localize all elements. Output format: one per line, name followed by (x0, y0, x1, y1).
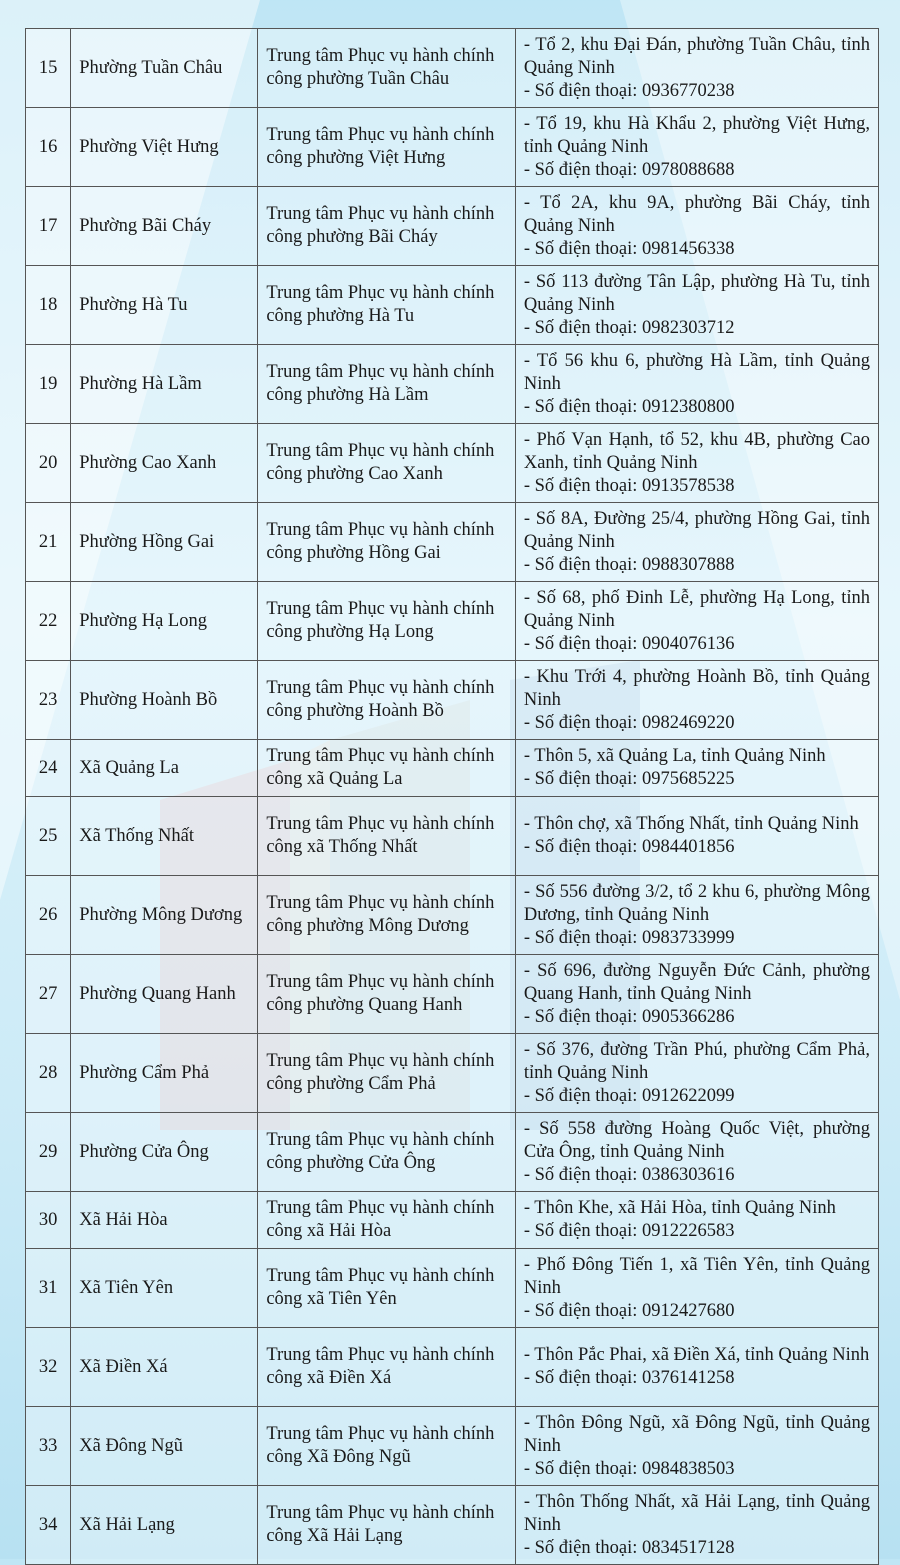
phone-text: - Số điện thoại: 0905366286 (523, 1006, 735, 1027)
row-number: 23 (26, 661, 71, 740)
row-number: 17 (26, 187, 71, 266)
service-center-name: Trung tâm Phục vụ hành chính công phường Mông Dương (258, 876, 516, 955)
service-center-name: Trung tâm Phục vụ hành chính công phường Hồng Gai (258, 503, 516, 582)
table-row (26, 108, 879, 187)
table-row (26, 876, 879, 955)
admin-unit-name: Phường Cửa Ông (71, 1113, 258, 1192)
admin-unit-name: Xã Thống Nhất (71, 797, 258, 876)
table-row (26, 1113, 879, 1192)
phone-text: - Số điện thoại: 0386303616 (523, 1164, 735, 1185)
admin-unit-name: Xã Hải Lạng (71, 1486, 258, 1565)
table-row (26, 503, 879, 582)
service-center-name: Trung tâm Phục vụ hành chính công phường Cẩm Phả (258, 1034, 516, 1113)
address-cell (515, 1328, 878, 1407)
phone-text: - Số điện thoại: 0984401856 (523, 837, 735, 857)
service-center-name: Trung tâm Phục vụ hành chính công xã Thống Nhất (258, 797, 516, 876)
address-cell (515, 1407, 878, 1486)
table-row (26, 1407, 879, 1486)
address-text: - Thôn Thống Nhất, xã Hải Lạng, tỉnh Quảng Ninh (523, 1491, 870, 1535)
service-center-name: Trung tâm Phục vụ hành chính công phường Hà Lầm (258, 345, 516, 424)
admin-unit-name: Xã Điền Xá (71, 1328, 258, 1407)
service-center-name: Trung tâm Phục vụ hành chính công phường Bãi Cháy (258, 187, 516, 266)
row-number: 29 (26, 1113, 71, 1192)
phone-text: - Số điện thoại: 0936770238 (523, 80, 735, 101)
admin-unit-name: Phường Hà Tu (71, 266, 258, 345)
table-row (26, 1486, 879, 1565)
phone-text: - Số điện thoại: 0975685225 (523, 769, 735, 789)
service-center-table (25, 28, 879, 1565)
address-text: - Số 113 đường Tân Lập, phường Hà Tu, tỉnh Quảng Ninh (523, 271, 870, 315)
phone-text: - Số điện thoại: 0912622099 (523, 1085, 735, 1106)
service-center-name: Trung tâm Phục vụ hành chính công phường Hoành Bồ (258, 661, 516, 740)
row-number: 16 (26, 108, 71, 187)
address-cell (515, 503, 878, 582)
table-row (26, 1034, 879, 1113)
phone-text: - Số điện thoại: 0982469220 (523, 712, 735, 733)
table-row (26, 345, 879, 424)
phone-text: - Số điện thoại: 0376141258 (523, 1368, 735, 1388)
row-number: 28 (26, 1034, 71, 1113)
address-cell (515, 582, 878, 661)
address-cell (515, 661, 878, 740)
service-center-name: Trung tâm Phục vụ hành chính công Xã Hải Lạng (258, 1486, 516, 1565)
phone-text: - Số điện thoại: 0984838503 (523, 1458, 735, 1479)
address-cell (515, 740, 878, 797)
phone-text: - Số điện thoại: 0912427680 (523, 1300, 735, 1321)
service-center-name: Trung tâm Phục vụ hành chính công xã Hải Hòa (258, 1192, 516, 1249)
row-number: 33 (26, 1407, 71, 1486)
address-text: - Thôn 5, xã Quảng La, tỉnh Quảng Ninh (523, 746, 826, 766)
address-cell (515, 108, 878, 187)
address-text: - Số 376, đường Trần Phú, phường Cẩm Phả, tỉnh Quảng Ninh (523, 1039, 870, 1083)
admin-unit-name: Phường Tuần Châu (71, 29, 258, 108)
admin-unit-name: Xã Quảng La (71, 740, 258, 797)
table-row (26, 29, 879, 108)
address-text: - Khu Trới 4, phường Hoành Bồ, tỉnh Quảng Ninh (523, 666, 870, 710)
phone-text: - Số điện thoại: 0981456338 (523, 238, 735, 259)
admin-unit-name: Phường Hồng Gai (71, 503, 258, 582)
admin-unit-name: Phường Hạ Long (71, 582, 258, 661)
service-center-name: Trung tâm Phục vụ hành chính công xã Quảng La (258, 740, 516, 797)
row-number: 32 (26, 1328, 71, 1407)
address-text: - Phố Vạn Hạnh, tổ 52, khu 4B, phường Cao Xanh, tỉnh Quảng Ninh (523, 429, 870, 473)
table-row (26, 1192, 879, 1249)
address-cell (515, 955, 878, 1034)
address-text: - Tổ 2, khu Đại Đán, phường Tuần Châu, tỉnh Quảng Ninh (523, 34, 870, 78)
row-number: 20 (26, 424, 71, 503)
phone-text: - Số điện thoại: 0978088688 (523, 159, 735, 180)
address-cell (515, 29, 878, 108)
service-center-name: Trung tâm Phục vụ hành chính công phường Hà Tu (258, 266, 516, 345)
address-cell (515, 187, 878, 266)
service-center-name: Trung tâm Phục vụ hành chính công phường Cao Xanh (258, 424, 516, 503)
row-number: 30 (26, 1192, 71, 1249)
service-center-name: Trung tâm Phục vụ hành chính công phường Quang Hanh (258, 955, 516, 1034)
address-text: - Thôn Đông Ngũ, xã Đông Ngũ, tỉnh Quảng Ninh (523, 1412, 870, 1456)
address-cell (515, 266, 878, 345)
address-text: - Thôn Pắc Phai, xã Điền Xá, tỉnh Quảng Ninh (523, 1345, 870, 1365)
address-cell (515, 424, 878, 503)
row-number: 19 (26, 345, 71, 424)
address-text: - Số 8A, Đường 25/4, phường Hồng Gai, tỉnh Quảng Ninh (523, 508, 870, 552)
address-text: - Số 696, đường Nguyễn Đức Cảnh, phường Quang Hanh, tỉnh Quảng Ninh (523, 960, 870, 1004)
admin-unit-name: Xã Hải Hòa (71, 1192, 258, 1249)
address-text: - Tổ 19, khu Hà Khẩu 2, phường Việt Hưng, tỉnh Quảng Ninh (523, 113, 870, 157)
admin-unit-name: Phường Bãi Cháy (71, 187, 258, 266)
service-center-name: Trung tâm Phục vụ hành chính công Xã Đông Ngũ (258, 1407, 516, 1486)
address-text: - Thôn chợ, xã Thống Nhất, tỉnh Quảng Ninh (523, 814, 859, 834)
admin-unit-name: Xã Tiên Yên (71, 1249, 258, 1328)
row-number: 31 (26, 1249, 71, 1328)
address-text: - Số 558 đường Hoàng Quốc Việt, phường Cửa Ông, tỉnh Quảng Ninh (523, 1118, 870, 1162)
table-row (26, 582, 879, 661)
address-text: - Phố Đông Tiến 1, xã Tiên Yên, tỉnh Quảng Ninh (523, 1254, 870, 1298)
service-center-name: Trung tâm Phục vụ hành chính công xã Điền Xá (258, 1328, 516, 1407)
service-center-name: Trung tâm Phục vụ hành chính công phường Việt Hưng (258, 108, 516, 187)
address-cell (515, 876, 878, 955)
row-number: 21 (26, 503, 71, 582)
phone-text: - Số điện thoại: 0834517128 (523, 1537, 735, 1558)
phone-text: - Số điện thoại: 0912226583 (523, 1221, 735, 1241)
phone-text: - Số điện thoại: 0912380800 (523, 396, 735, 417)
row-number: 25 (26, 797, 71, 876)
address-text: - Số 556 đường 3/2, tổ 2 khu 6, phường Mông Dương, tỉnh Quảng Ninh (523, 881, 870, 925)
admin-unit-name: Phường Mông Dương (71, 876, 258, 955)
address-text: - Thôn Khe, xã Hải Hòa, tỉnh Quảng Ninh (523, 1198, 836, 1218)
contact-table-sheet (25, 28, 879, 1565)
table-row (26, 187, 879, 266)
phone-text: - Số điện thoại: 0982303712 (523, 317, 735, 338)
row-number: 26 (26, 876, 71, 955)
admin-unit-name: Phường Cao Xanh (71, 424, 258, 503)
address-text: - Tổ 56 khu 6, phường Hà Lầm, tỉnh Quảng Ninh (523, 350, 870, 394)
address-cell (515, 1192, 878, 1249)
row-number: 22 (26, 582, 71, 661)
admin-unit-name: Phường Hoành Bồ (71, 661, 258, 740)
admin-unit-name: Phường Cẩm Phả (71, 1034, 258, 1113)
table-row (26, 424, 879, 503)
row-number: 15 (26, 29, 71, 108)
table-row (26, 955, 879, 1034)
table-row (26, 740, 879, 797)
service-center-name: Trung tâm Phục vụ hành chính công xã Tiên Yên (258, 1249, 516, 1328)
table-row (26, 661, 879, 740)
admin-unit-name: Xã Đông Ngũ (71, 1407, 258, 1486)
address-cell (515, 1034, 878, 1113)
phone-text: - Số điện thoại: 0988307888 (523, 554, 735, 575)
service-center-name: Trung tâm Phục vụ hành chính công phường Cửa Ông (258, 1113, 516, 1192)
phone-text: - Số điện thoại: 0983733999 (523, 927, 735, 948)
address-cell (515, 797, 878, 876)
table-row (26, 797, 879, 876)
address-cell (515, 1249, 878, 1328)
row-number: 27 (26, 955, 71, 1034)
admin-unit-name: Phường Quang Hanh (71, 955, 258, 1034)
admin-unit-name: Phường Hà Lầm (71, 345, 258, 424)
address-cell (515, 1113, 878, 1192)
phone-text: - Số điện thoại: 0913578538 (523, 475, 735, 496)
service-center-name: Trung tâm Phục vụ hành chính công phường Tuần Châu (258, 29, 516, 108)
table-row (26, 266, 879, 345)
phone-text: - Số điện thoại: 0904076136 (523, 633, 735, 654)
address-cell (515, 345, 878, 424)
table-row (26, 1328, 879, 1407)
address-text: - Tổ 2A, khu 9A, phường Bãi Cháy, tỉnh Quảng Ninh (523, 192, 870, 236)
row-number: 18 (26, 266, 71, 345)
table-row (26, 1249, 879, 1328)
service-center-name: Trung tâm Phục vụ hành chính công phường Hạ Long (258, 582, 516, 661)
row-number: 24 (26, 740, 71, 797)
admin-unit-name: Phường Việt Hưng (71, 108, 258, 187)
row-number: 34 (26, 1486, 71, 1565)
address-text: - Số 68, phố Đinh Lễ, phường Hạ Long, tỉnh Quảng Ninh (523, 587, 870, 631)
address-cell (515, 1486, 878, 1565)
